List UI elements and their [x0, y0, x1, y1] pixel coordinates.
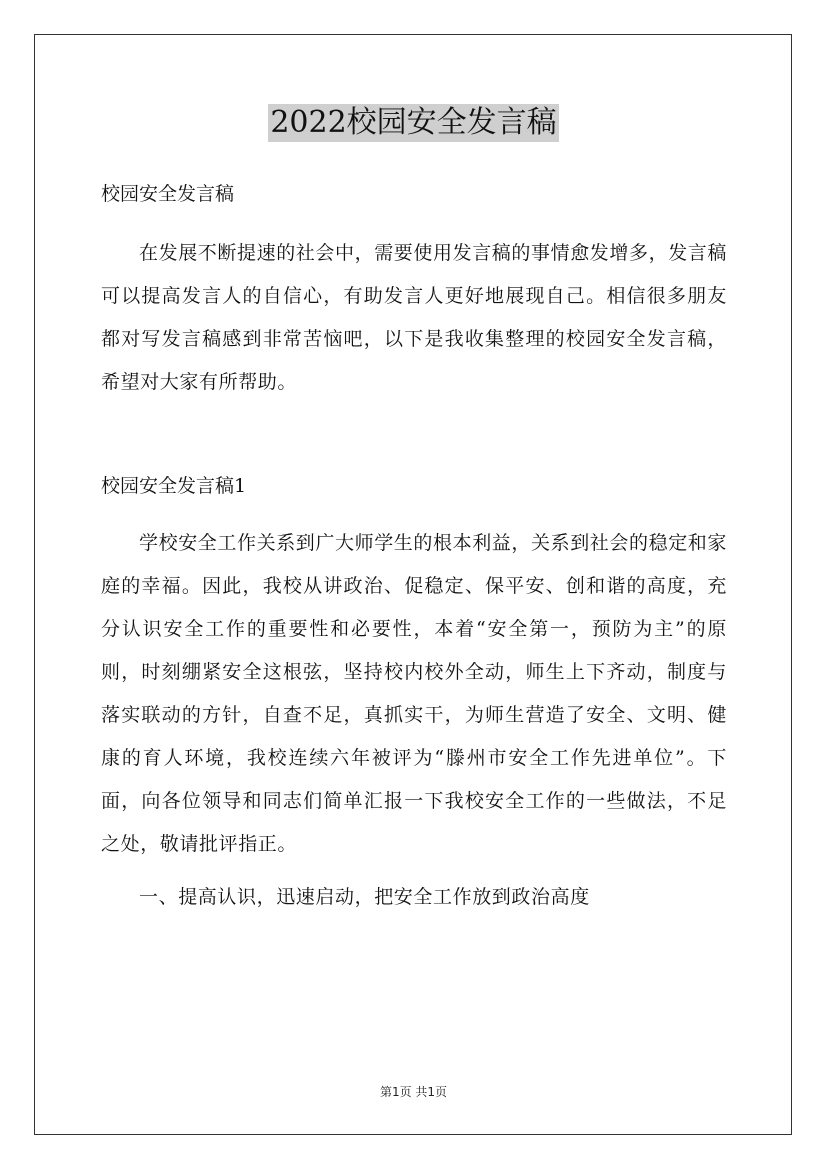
- section1-heading: 校园安全发言稿1: [101, 475, 247, 497]
- intro-paragraph: 在发展不断提速的社会中，需要使用发言稿的事情愈发增多，发言稿可以提高发言人的自信心，有助发言人更好地展现自己。相信很多朋友都对写发言稿感到非常苦恼吧，以下是我收集整理的校园安全发言稿，希望对大家有所帮助。: [101, 242, 728, 393]
- subheading-1: 一、提高认识，迅速启动，把安全工作放到政治高度: [139, 886, 590, 908]
- document-body: [101, 170, 727, 919]
- page-footer: 第1页 共1页: [379, 1085, 448, 1099]
- title-container: [0, 104, 827, 142]
- intro-heading: 校园安全发言稿: [101, 183, 235, 205]
- section1-paragraph: 学校安全工作关系到广大师学生的根本利益，关系到社会的稳定和家庭的幸福。因此，我校从讲政治、促稳定、保平安、创和谐的高度，充分认识安全工作的重要性和必要性，本着“安全第一，预防为主”的原则，时刻绷紧安全这根弦，坚持校内校外全动，师生上下齐动，制度与落实联动的方针，自查不足，真抓实干，为师生营造了安全、文明、健康的育人环境，我校连续六年被评为“滕州市安全工作先进单位”。下面，向各位领导和同志们简单汇报一下我校安全工作的一些做法，不足之处，敬请批评指正。: [101, 532, 728, 855]
- document-title: 2022校园安全发言稿: [270, 105, 557, 140]
